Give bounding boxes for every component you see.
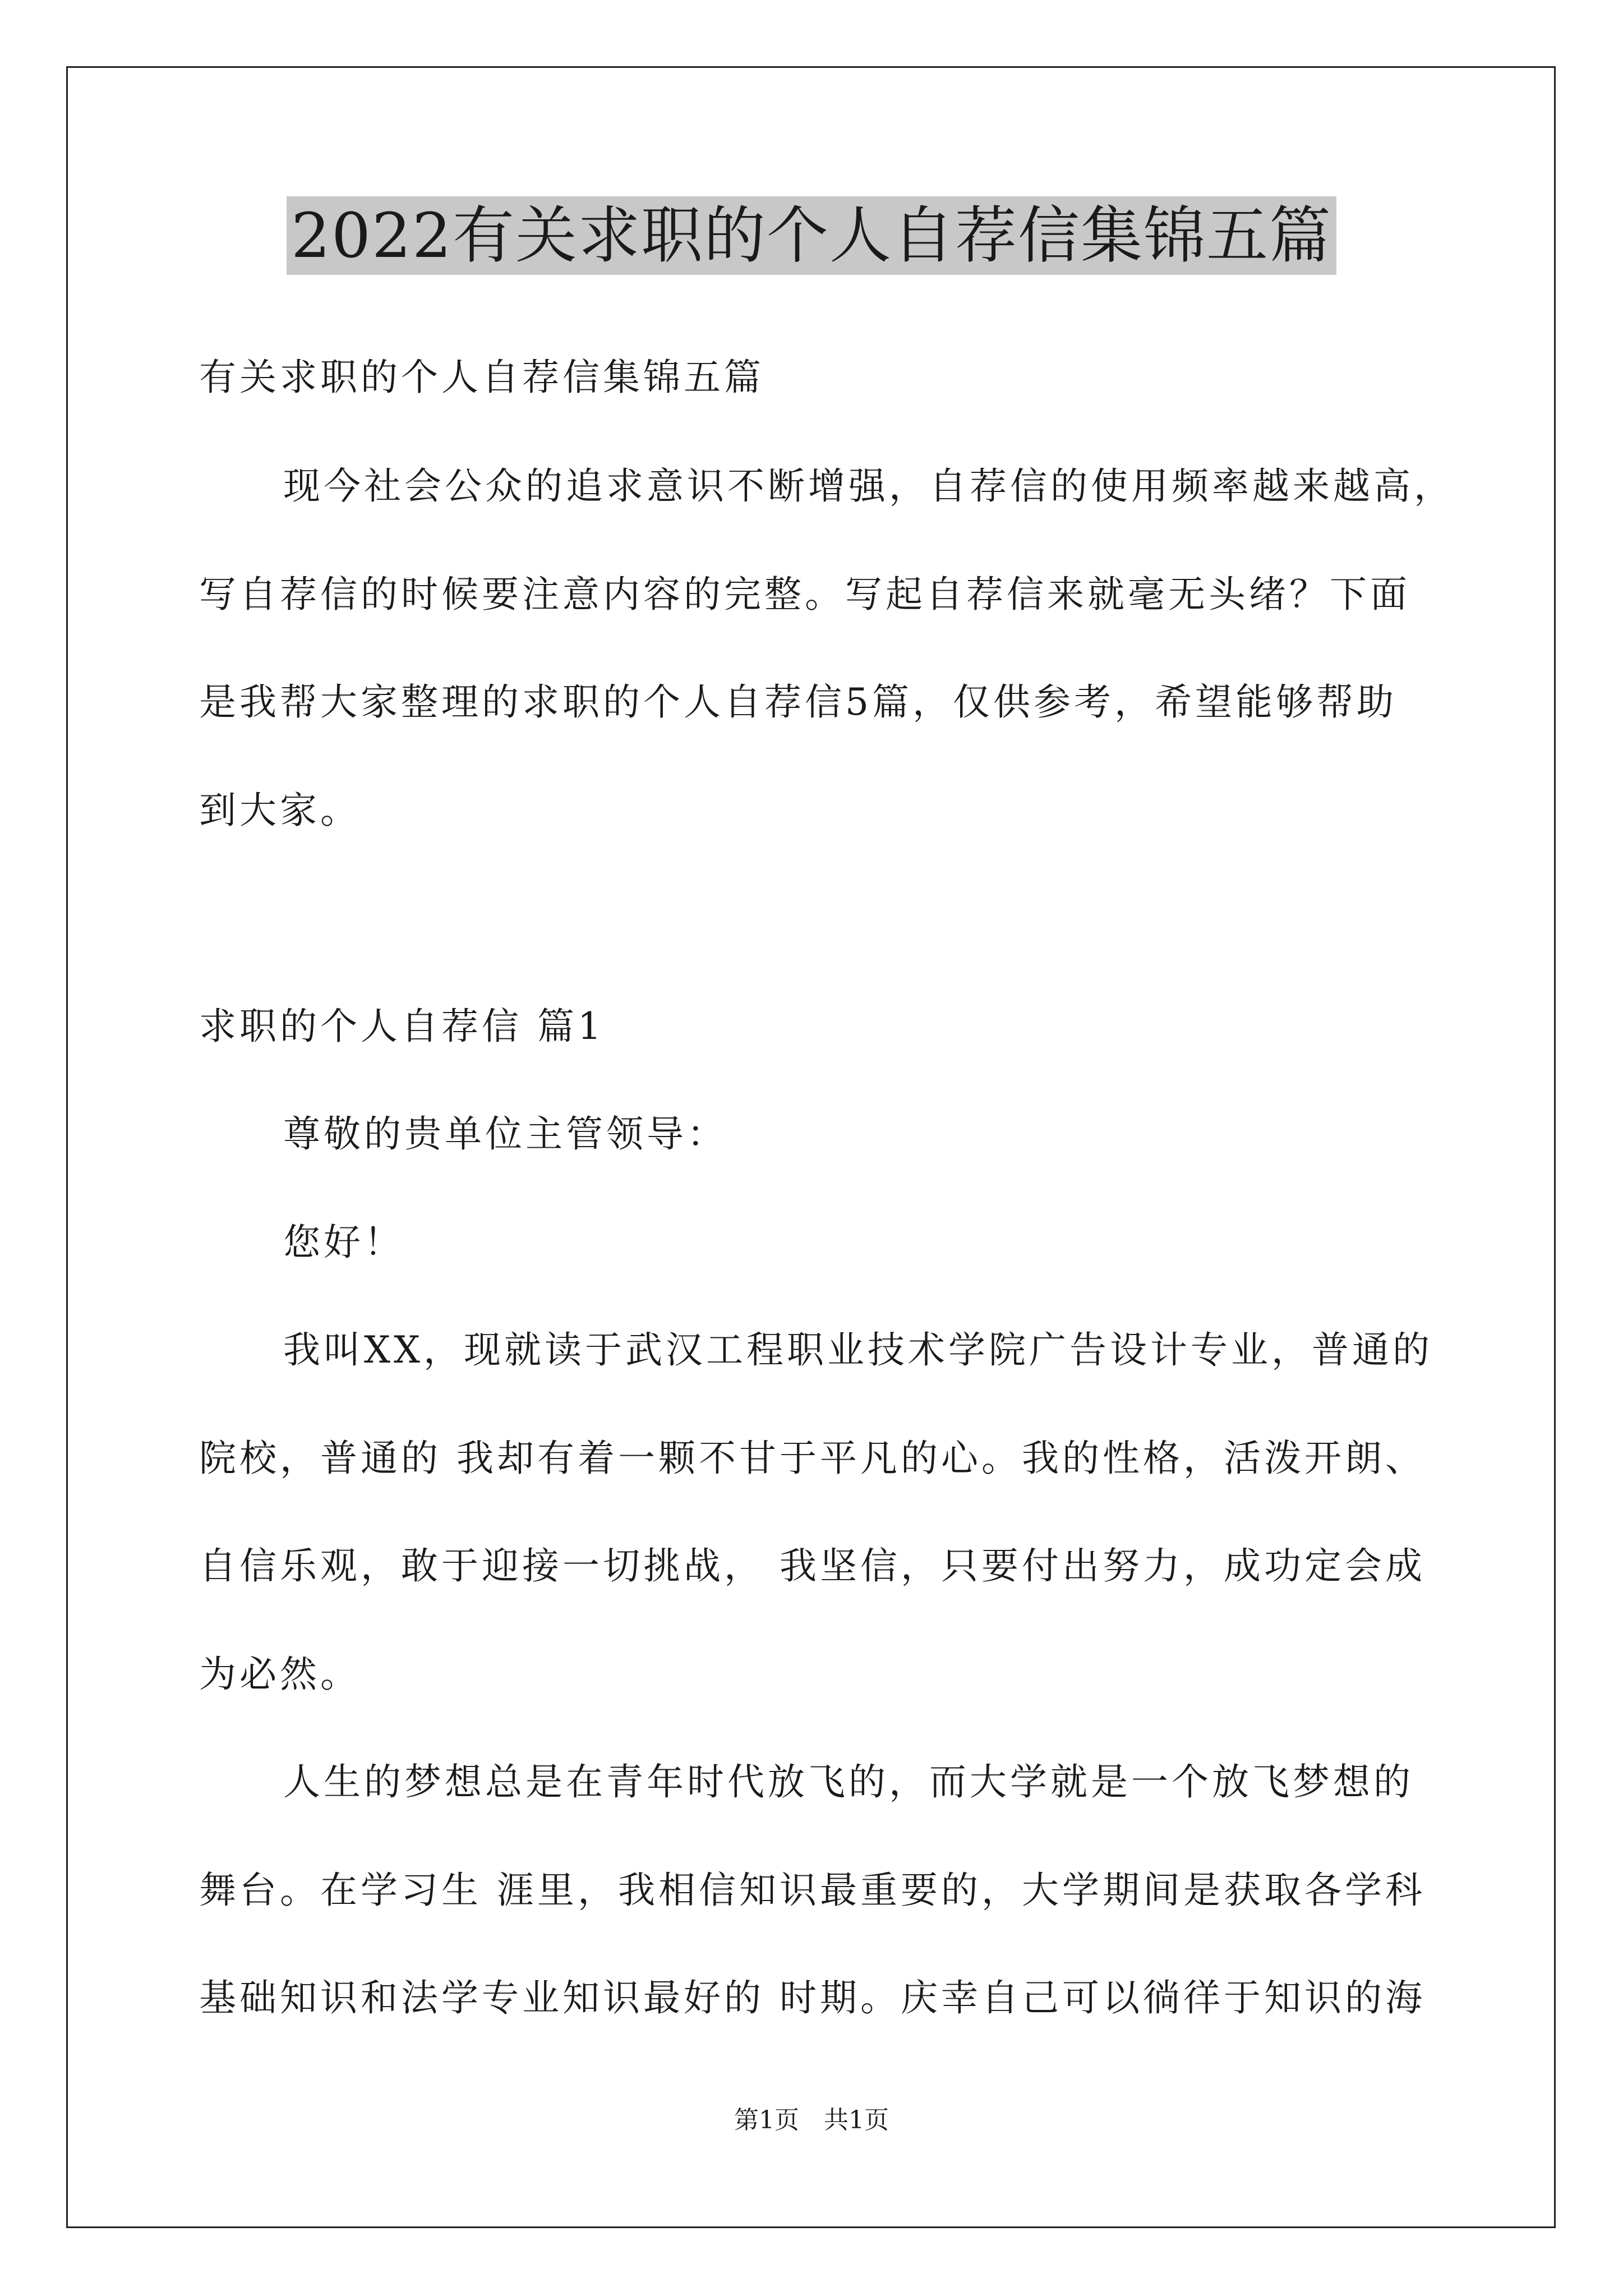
body-line-6: 舞台。在学习生 涯里，我相信知识最重要的，大学期间是获取各学科 — [199, 1869, 1426, 1912]
intro-line-3: 是我帮大家整理的求职的个人自荐信5篇，仅供参考，希望能够帮助 — [199, 680, 1397, 724]
section-heading: 求职的个人自荐信 篇1 — [199, 1005, 605, 1048]
body-line-1: 我叫XX，现就读于武汉工程职业技术学院广告设计专业，普通的 — [283, 1328, 1433, 1372]
body-line-3: 自信乐观，敢于迎接一切挑战， 我坚信，只要付出努力，成功定会成 — [199, 1544, 1426, 1588]
intro-line-1: 现今社会公众的追求意识不断增强，自荐信的使用频率越来越高， — [283, 464, 1454, 508]
salutation: 尊敬的贵单位主管领导： — [283, 1112, 727, 1156]
greeting: 您好！ — [283, 1221, 404, 1264]
intro-line-4: 到大家。 — [199, 789, 361, 832]
body-line-4: 为必然。 — [199, 1653, 361, 1696]
page-footer: 第1页 共1页 — [734, 2106, 889, 2134]
intro-line-2: 写自荐信的时候要注意内容的完整。写起自荐信来就毫无头绪？下面 — [199, 573, 1410, 616]
body-line-2: 院校，普通的 我却有着一颗不甘于平凡的心。我的性格，活泼开朗、 — [199, 1437, 1426, 1480]
body-line-5: 人生的梦想总是在青年时代放飞的，而大学就是一个放飞梦想的 — [283, 1760, 1414, 1803]
subtitle-line: 有关求职的个人自荐信集锦五篇 — [199, 356, 764, 399]
document-title: 2022有关求职的个人自荐信集锦五篇 — [287, 196, 1336, 275]
body-line-7: 基础知识和法学专业知识最好的 时期。庆幸自己可以徜徉于知识的海 — [199, 1976, 1426, 2019]
title-container — [0, 196, 1623, 275]
